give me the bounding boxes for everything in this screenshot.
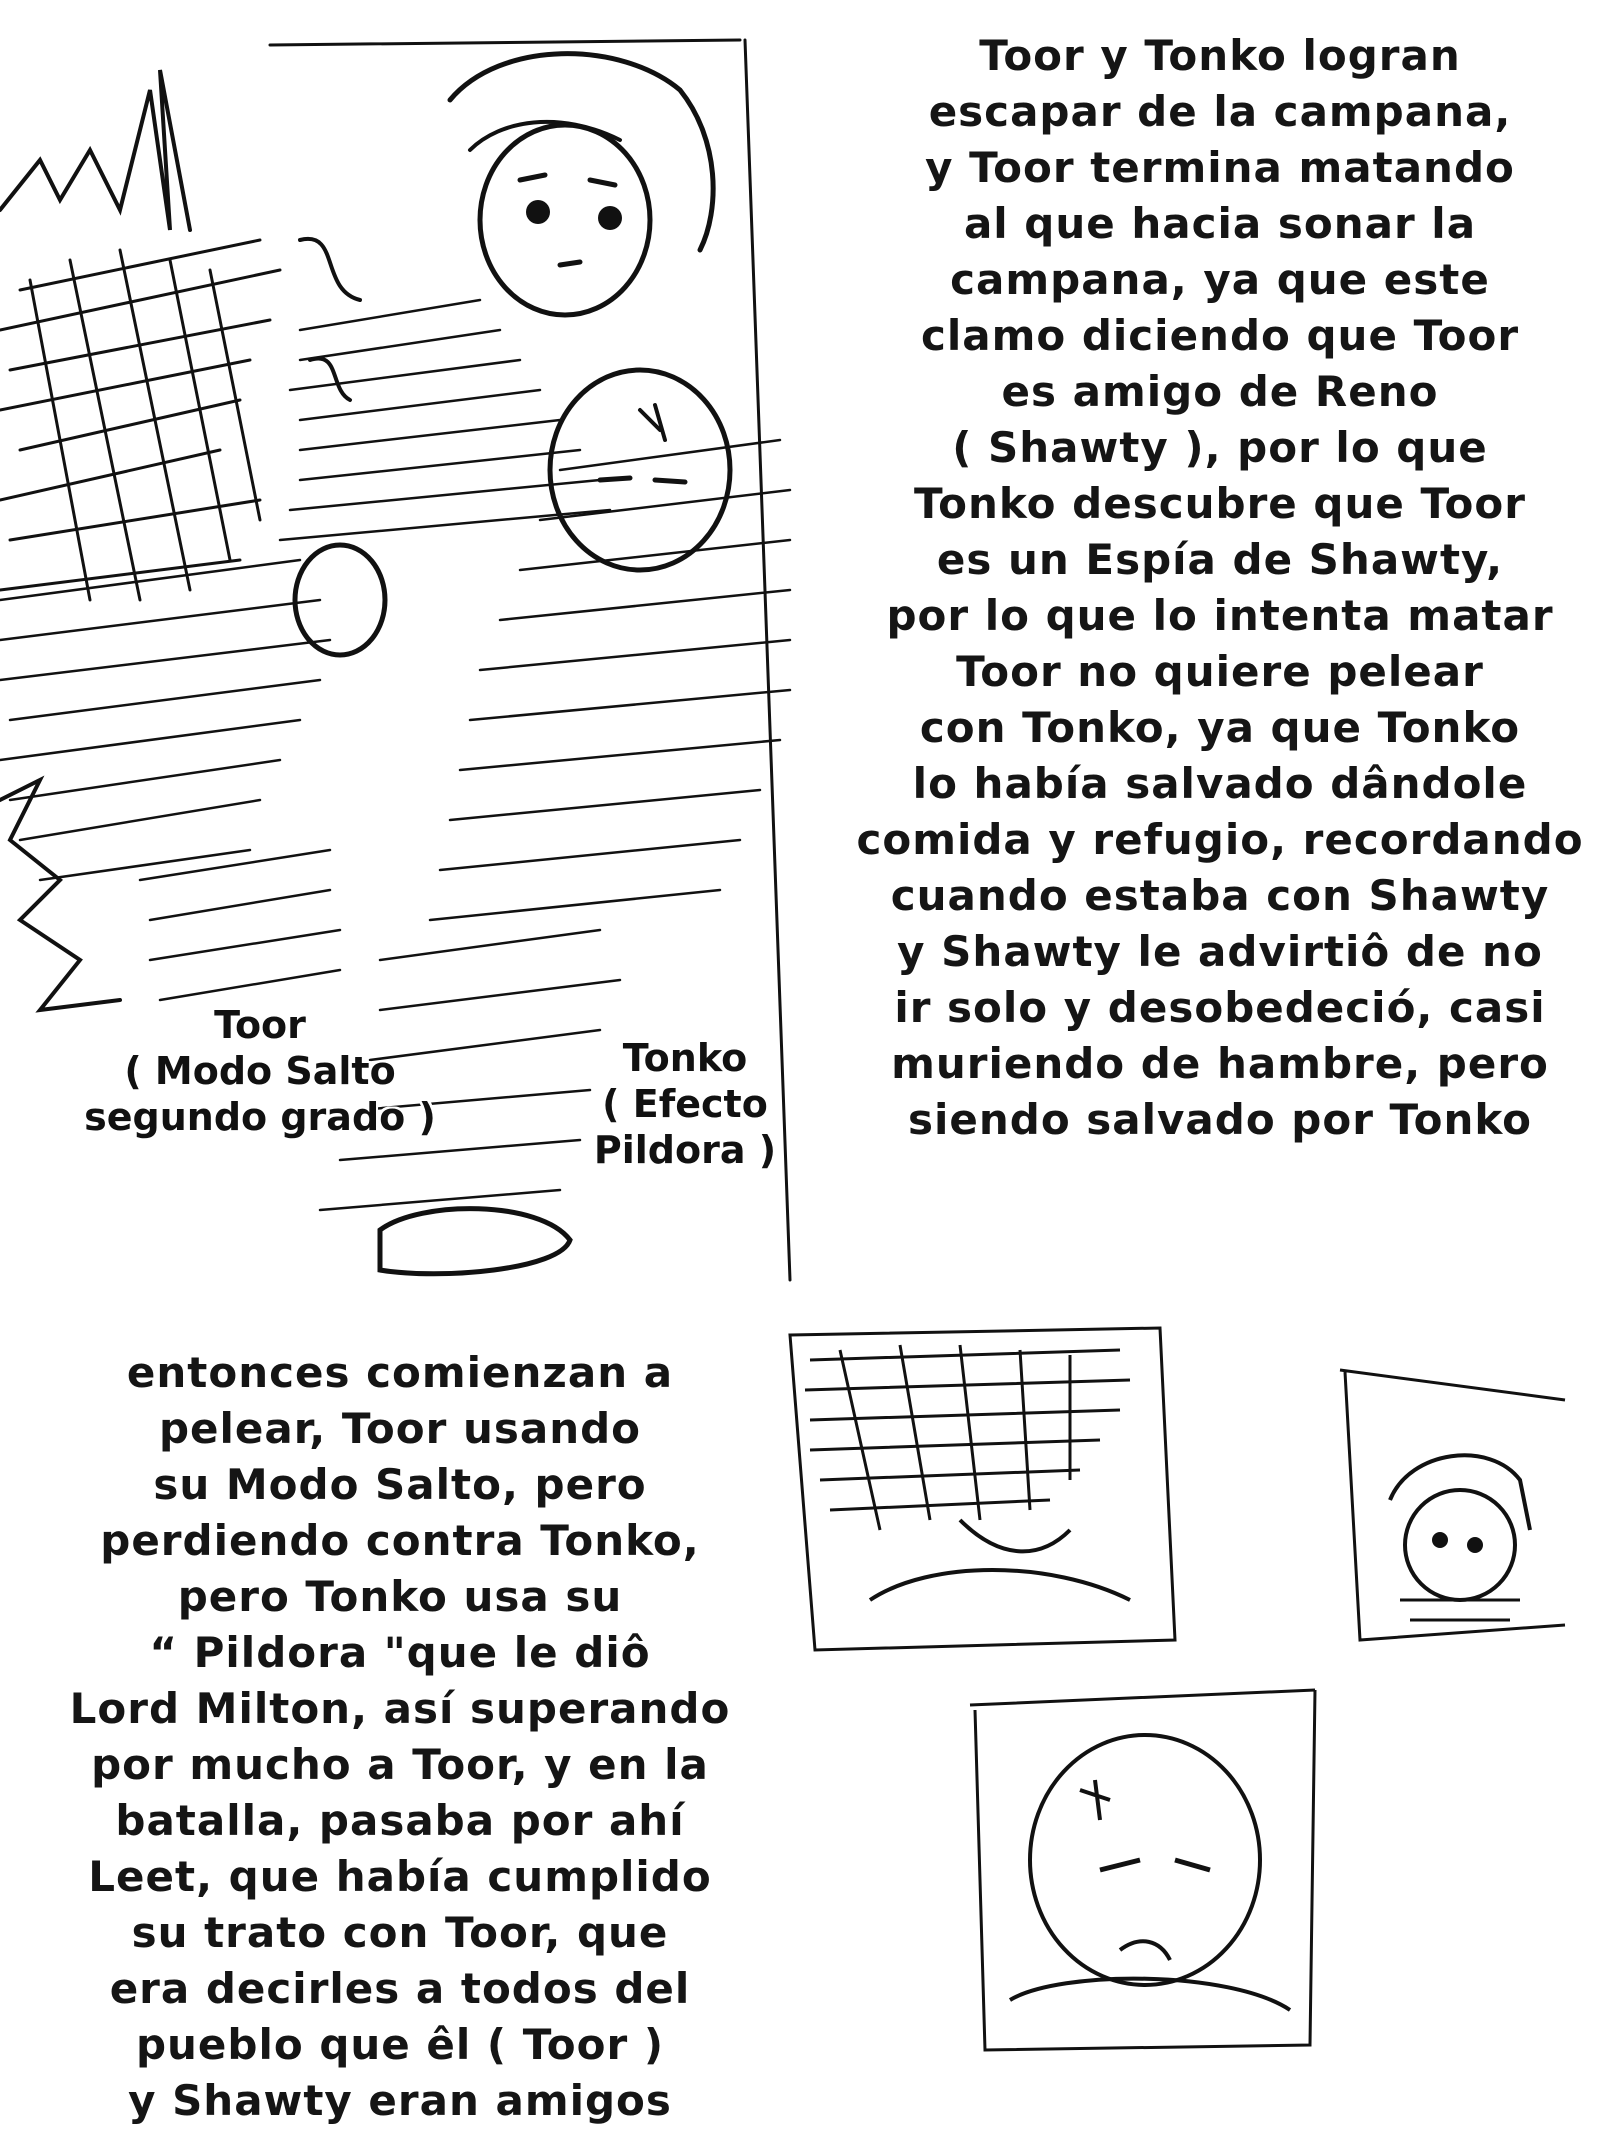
narration-line: pelear, Toor usando bbox=[158, 1404, 642, 1453]
narration-line: Lord Milton, así superando bbox=[69, 1684, 731, 1733]
narration-line: es un Espía de Shawty, bbox=[936, 535, 1504, 584]
caption-line: Tonko bbox=[622, 1036, 748, 1080]
narration-line: campana, ya que este bbox=[950, 255, 1490, 304]
caption-toor bbox=[40, 1002, 480, 1140]
caption-line: Pildora ) bbox=[593, 1128, 777, 1172]
narration-line: pero Tonko usa su bbox=[177, 1572, 623, 1621]
narration-line: y Toor termina matando bbox=[925, 143, 1515, 192]
narration-line: era decirles a todos del bbox=[109, 1964, 691, 2013]
narration-line: Leet, que había cumplido bbox=[88, 1852, 712, 1901]
caption-line: Toor bbox=[214, 1003, 306, 1047]
narration-line: batalla, pasaba por ahí bbox=[115, 1796, 685, 1845]
narration-line: Tonko descubre que Toor bbox=[914, 479, 1526, 528]
narration-line: y Shawty eran amigos bbox=[128, 2076, 672, 2125]
narration-line: clamo diciendo que Toor bbox=[920, 311, 1520, 360]
narration-line: perdiendo contra Tonko, bbox=[100, 1516, 700, 1565]
narration-line: cuando estaba con Shawty bbox=[890, 871, 1550, 920]
narration-line: pueblo que êl ( Toor ) bbox=[135, 2020, 665, 2069]
narration-line: su Modo Salto, pero bbox=[153, 1460, 647, 1509]
narration-line: y Shawty le advirtiô de no bbox=[897, 927, 1543, 976]
narration-line: su trato con Toor, que bbox=[131, 1908, 669, 1957]
caption-line: ( Modo Salto bbox=[124, 1049, 396, 1093]
narration-line: entonces comienzan a bbox=[126, 1348, 674, 1397]
caption-line: ( Efecto bbox=[602, 1082, 768, 1126]
caption-tonko bbox=[560, 1035, 810, 1173]
narration-line: Toor y Tonko logran bbox=[979, 31, 1461, 80]
narration-line: ir solo y desobedeció, casi bbox=[894, 983, 1546, 1032]
narration-line: muriendo de hambre, pero bbox=[891, 1039, 1549, 1088]
narration-line: siendo salvado por Tonko bbox=[907, 1095, 1533, 1144]
narration-text-bottom bbox=[20, 1345, 780, 2129]
narration-line: ( Shawty ), por lo que bbox=[952, 423, 1488, 472]
narration-line: es amigo de Reno bbox=[1001, 367, 1439, 416]
narration-line: escapar de la campana, bbox=[928, 87, 1512, 136]
narration-line: Toor no quiere pelear bbox=[956, 647, 1484, 696]
narration-line: al que hacia sonar la bbox=[963, 199, 1477, 248]
narration-line: con Tonko, ya que Tonko bbox=[919, 703, 1521, 752]
narration-line: “ Pildora "que le diô bbox=[149, 1628, 651, 1677]
narration-text-top bbox=[840, 28, 1600, 1148]
narration-line: por mucho a Toor, y en la bbox=[91, 1740, 709, 1789]
narration-line: por lo que lo intenta matar bbox=[886, 591, 1554, 640]
caption-line: segundo grado ) bbox=[84, 1095, 436, 1139]
narration-line: comida y refugio, recordando bbox=[856, 815, 1584, 864]
narration-line: lo había salvado dândole bbox=[912, 759, 1528, 808]
